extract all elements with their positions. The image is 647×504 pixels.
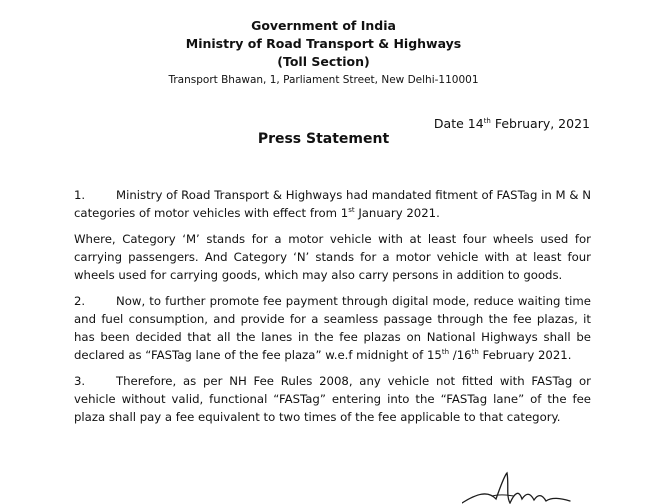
date-line — [434, 116, 590, 131]
paragraph-3-text: Therefore, as per NH Fee Rules 2008, any vehicle not fitted with FASTag or vehicle without valid, functional “FASTag” entering into the “FASTag lane” of the fee plaza shall pay a fee equivalent to two times of the fee applicable to that category. — [74, 374, 591, 424]
paragraph-where: Where, Category ‘M’ stands for a motor vehicle with at least four wheels used for carrying passengers. And Category ‘N’ stands for a motor vehicle with at least four wheels used for carrying goods, which may also carry persons in addition to goods. — [74, 232, 591, 282]
paragraph-number: 1. — [74, 188, 86, 202]
ministry-heading: Ministry of Road Transport & Highways — [185, 36, 462, 51]
paragraph-2-mid: /16 — [449, 348, 472, 362]
date-prefix: Date 14 — [433, 116, 484, 131]
paragraph-2 — [74, 292, 591, 364]
paragraph-1 — [74, 186, 591, 222]
paragraph-number: 3. — [74, 374, 86, 388]
paragraph-2-text-b: February 2021. — [478, 348, 572, 362]
paragraph-1-ordinal: st — [348, 206, 355, 215]
letterhead — [0, 17, 647, 88]
paragraph-number: 2. — [74, 294, 86, 308]
signature-image — [462, 470, 572, 504]
date-ordinal: th — [483, 116, 491, 125]
paragraph-1-text-a: Ministry of Road Transport & Highways had mandated fitment of FASTag in M & N categories of motor vehicles with effect from 1 — [74, 188, 591, 220]
paragraph-3 — [74, 372, 591, 426]
paragraph-2-ordinal-1: th — [441, 348, 450, 357]
statement-body — [74, 186, 591, 434]
section-heading: (Toll Section) — [277, 54, 370, 69]
paragraph-2-ordinal-2: th — [471, 348, 479, 357]
address-line: Transport Bhawan, 1, Parliament Street, New Delhi-110001 — [168, 74, 479, 86]
paragraph-1-text-b: January 2021. — [354, 206, 440, 220]
date-suffix: February, 2021 — [490, 116, 590, 131]
page-title: Press Statement — [257, 131, 390, 147]
government-heading: Government of India — [251, 18, 396, 33]
paragraph-2-text-a: Now, to further promote fee payment through digital mode, reduce waiting time and fuel consumption, and provide for a seamless passage through the fee plazas, it has been decided that all the lanes in the fee plazas on National Highways shall be declared as “FASTag lane of the fee plaza” w.e.f midnight of 15 — [74, 294, 591, 362]
